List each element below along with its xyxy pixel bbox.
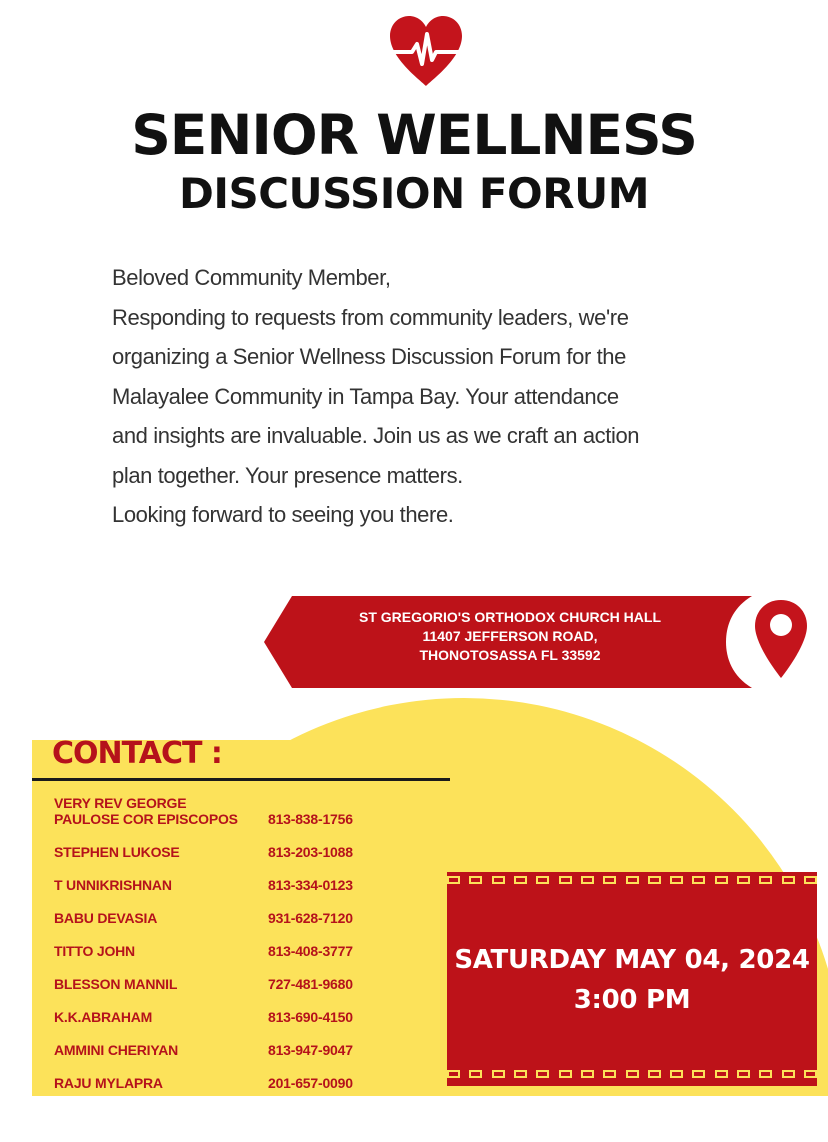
contact-name-line: VERY REV GEORGE — [54, 795, 187, 811]
venue-name: ST GREGORIO'S ORTHODOX CHURCH HALL — [359, 609, 661, 625]
title-line-2: DISCUSSION FORUM — [178, 169, 650, 218]
event-time: 3:00 PM — [573, 985, 691, 1015]
contact-phone[interactable]: 813-947-9047 — [268, 1042, 353, 1058]
letter-line: Responding to requests from community leaders, we're — [112, 304, 629, 330]
letter-line: and insights are invaluable. Join us as we craft an action — [112, 423, 640, 448]
contact-heading: CONTACT : — [52, 736, 222, 771]
film-strip-bottom — [447, 1070, 817, 1082]
contact-name: BABU DEVASIA — [54, 910, 158, 926]
contact-name: T UNNIKRISHNAN — [54, 877, 172, 893]
location-pin-icon — [752, 598, 810, 680]
letter-line: Beloved Community Member, — [112, 265, 391, 290]
contact-phone[interactable]: 931-628-7120 — [268, 910, 353, 926]
bottom-margin — [0, 1096, 828, 1142]
film-strip-top — [447, 876, 817, 888]
venue-street: 11407 JEFFERSON ROAD, — [422, 628, 598, 644]
contact-name: AMMINI CHERIYAN — [54, 1042, 179, 1058]
contact-name — [54, 795, 264, 827]
event-datetime — [447, 940, 817, 1020]
contact-name: BLESSON MANNIL — [54, 976, 178, 992]
letter-line: plan together. Your presence matters. — [112, 462, 463, 488]
contact-name: K.K.ABRAHAM — [54, 1009, 153, 1025]
contact-phone[interactable]: 813-408-3777 — [268, 943, 353, 959]
contact-name: STEPHEN LUKOSE — [54, 844, 180, 860]
contact-phone[interactable]: 813-203-1088 — [268, 844, 353, 860]
event-date: SATURDAY MAY 04, 2024 — [454, 945, 810, 975]
event-datetime-box — [447, 872, 817, 1086]
contact-name-line: PAULOSE COR EPISCOPOS — [54, 811, 238, 827]
invitation-letter — [112, 258, 752, 535]
contact-phone[interactable]: 813-838-1756 — [268, 811, 353, 827]
contact-phone[interactable]: 813-690-4150 — [268, 1009, 353, 1025]
contact-name: TITTO JOHN — [54, 943, 135, 959]
venue-address — [300, 608, 720, 665]
contact-phone[interactable]: 813-334-0123 — [268, 877, 353, 893]
letter-line: organizing a Senior Wellness Discussion Forum for the — [112, 344, 626, 369]
venue-city: THONOTOSASSA FL 33592 — [419, 647, 601, 663]
contact-divider — [32, 778, 450, 781]
contact-phone[interactable]: 201-657-0090 — [268, 1075, 353, 1091]
letter-line: Malayalee Community in Tampa Bay. Your attendance — [112, 383, 619, 409]
heart-pulse-icon — [386, 14, 466, 88]
contact-name: RAJU MYLAPRA — [54, 1075, 163, 1091]
title-line-1: SENIOR WELLNESS — [131, 103, 697, 167]
contact-phone[interactable]: 727-481-9680 — [268, 976, 353, 992]
letter-line: Looking forward to seeing you there. — [112, 502, 454, 527]
